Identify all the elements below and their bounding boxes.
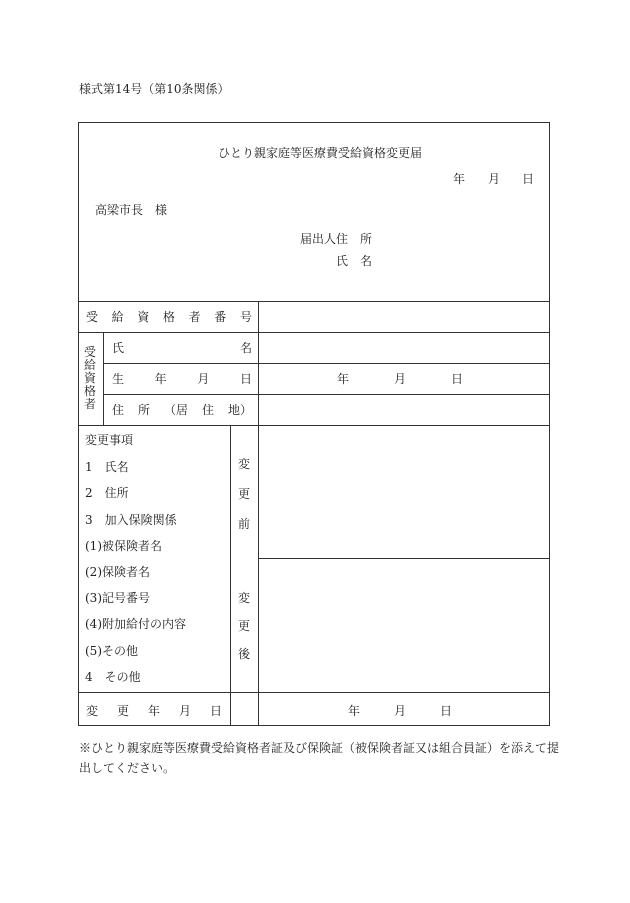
divider: [230, 425, 231, 726]
divider: [78, 692, 550, 693]
divider: [258, 301, 259, 425]
change-item: 3 加入保険関係: [85, 513, 177, 527]
change-item: (3)記号番号: [85, 591, 150, 605]
addressee: 高梁市長 様: [95, 203, 168, 217]
divider: [103, 332, 104, 425]
date-month: 月: [488, 172, 501, 186]
applicant-name-label: 氏 名: [336, 254, 373, 268]
date-year: 年: [453, 172, 466, 186]
divider: [103, 394, 550, 395]
recipient-group-label: 受 給 資 格 者: [84, 345, 97, 411]
name-label: 氏 名: [112, 341, 252, 355]
birth-date-label: 生 年 月 日: [112, 372, 252, 386]
change-item: (2)保険者名: [85, 565, 150, 579]
footnote: ※ひとり親家庭等医療費受給資格者証及び保険証（被保険者証又は組合員証）を添えて提出してください。: [79, 741, 560, 775]
change-items-heading: 変更事項: [85, 433, 134, 447]
before-change-label: 変 更 前: [238, 457, 251, 531]
divider: [258, 558, 550, 559]
applicant-address-label: 届出人住 所: [300, 232, 373, 246]
birth-date-value: 年 月 日: [337, 372, 463, 386]
divider: [103, 363, 550, 364]
change-item: (5)その他: [85, 644, 138, 658]
divider: [78, 301, 550, 302]
change-item: (1)被保険者名: [85, 539, 162, 553]
change-item: 4 その他: [85, 670, 141, 684]
change-item: (4)附加給付の内容: [85, 617, 186, 631]
form-number: 様式第14号（第10条関係）: [79, 82, 230, 96]
divider: [258, 425, 259, 726]
divider: [78, 332, 550, 333]
change-item: 1 氏名: [85, 460, 129, 474]
after-change-label: 変 更 後: [238, 591, 251, 661]
change-date-label: 変 更 年 月 日: [86, 704, 222, 718]
change-date-value: 年 月 日: [348, 704, 452, 718]
qualification-number-label: 受 給 資 格 者 番 号: [86, 310, 252, 324]
date-day: 日: [522, 172, 535, 186]
change-item: 2 住所: [85, 486, 129, 500]
form-title: ひとり親家庭等医療費受給資格変更届: [218, 146, 423, 160]
divider: [78, 425, 550, 426]
address-label: 住 所 （居 住 地）: [112, 403, 252, 417]
